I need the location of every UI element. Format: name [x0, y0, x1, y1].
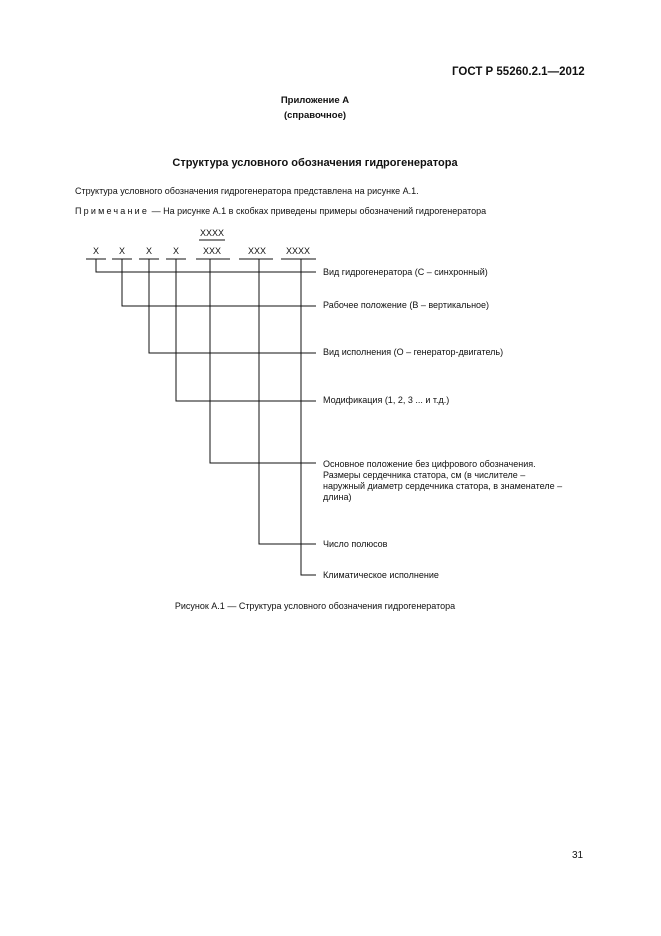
slot-7: ХХХХ	[285, 246, 311, 256]
slot-4: Х	[172, 246, 180, 256]
note-prefix: Примечание	[75, 206, 150, 216]
note-text: — На рисунке А.1 в скобках приведены примеры обозначений гидрогенератора	[149, 206, 487, 216]
label-generator-type: Вид гидрогенератора (С – синхронный)	[323, 267, 488, 277]
slot-3: Х	[145, 246, 153, 256]
label-execution-type: Вид исполнения (О – генератор-двигатель)	[323, 347, 504, 357]
leader-lines	[96, 259, 316, 575]
slot-2: Х	[118, 246, 126, 256]
label-stator-dimensions: Основное положение без цифрового обозначения. Размеры сердечника статора, см (в числителе – наружный диаметр сердечника статора, в знаменателе – длина)	[323, 459, 563, 502]
page-number: 31	[572, 850, 584, 861]
numerator-text: ХХХХ	[199, 228, 225, 238]
slot-6: ХХХ	[247, 246, 267, 256]
slot-1: Х	[92, 246, 100, 256]
standard-number: ГОСТ Р 55260.2.1—2012	[452, 66, 585, 78]
section-title: Структура условного обозначения гидрогенератора	[172, 157, 458, 169]
intro-paragraph: Структура условного обозначения гидрогенератора представлена на рисунке А.1.	[75, 186, 419, 196]
slot-5: ХХХ	[202, 246, 222, 256]
appendix-title: Приложение А	[280, 95, 350, 106]
label-modification: Модификация (1, 2, 3 ... и т.д.)	[323, 395, 450, 405]
appendix-subtitle: (справочное)	[283, 110, 347, 121]
label-climatic-version: Климатическое исполнение	[323, 570, 439, 580]
label-working-position: Рабочее положение (В – вертикальное)	[323, 300, 490, 310]
label-pole-count: Число полюсов	[323, 539, 388, 549]
figure-caption: Рисунок А.1 — Структура условного обозначения гидрогенератора	[174, 601, 456, 611]
